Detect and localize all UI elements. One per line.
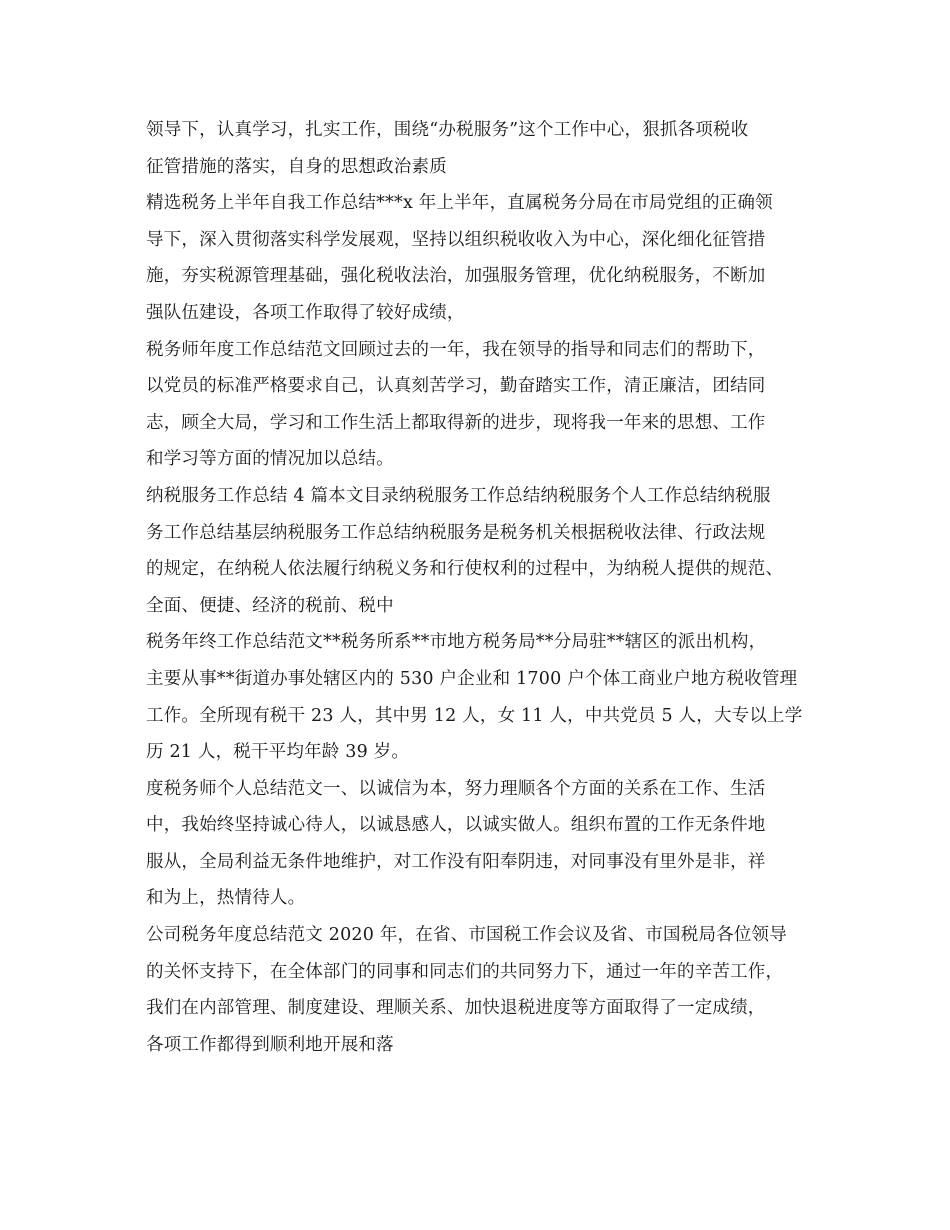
text-line: 中，我始终坚持诚心待人，以诚恳感人，以诚实做人。组织布置的工作无条件地 <box>146 815 766 836</box>
text-line: 全面、便捷、经济的税前、税中 <box>146 595 394 616</box>
text-line: 征管措施的落实，自身的思想政治素质 <box>146 156 447 177</box>
text-line: 务工作总结基层纳税服务工作总结纳税服务是税务机关根据税收法律、行政法规 <box>146 522 766 543</box>
text-line: 公司税务年度总结范文 2020 年，在省、市国税工作会议及省、市国税局各位领导 <box>146 925 787 946</box>
text-line: 税务年终工作总结范文**税务所系**市地方税务局**分局驻**辖区的派出机构， <box>146 632 767 653</box>
text-line: 工作。全所现有税干 23 人，其中男 12 人，女 11 人，中共党员 5 人，大专以上学 <box>146 705 803 726</box>
text-line: 强队伍建设，各项工作取得了较好成绩， <box>146 302 465 323</box>
text-line: 税务师年度工作总结范文回顾过去的一年，我在领导的指导和同志们的帮助下， <box>146 339 766 360</box>
text-line: 历 21 人，税干平均年龄 39 岁。 <box>146 742 410 763</box>
text-line: 纳税服务工作总结 4 篇本文目录纳税服务工作总结纳税服务个人工作总结纳税服 <box>146 485 771 506</box>
text-line: 服从，全局利益无条件地维护，对工作没有阳奉阴违，对同事没有里外是非，祥 <box>146 851 766 872</box>
text-line: 志，顾全大局，学习和工作生活上都取得新的进步，现将我一年来的思想、工作 <box>146 412 766 433</box>
text-line: 精选税务上半年自我工作总结***x 年上半年，直属税务分局在市局党组的正确领 <box>146 193 773 214</box>
text-line: 和为上，热情待人。 <box>146 888 306 909</box>
text-line: 的关怀支持下，在全体部门的同事和同志们的共同努力下，通过一年的辛苦工作， <box>146 961 784 982</box>
text-line: 领导下，认真学习，扎实工作，围绕“办税服务”这个工作中心，狠抓各项税收 <box>146 120 749 140</box>
text-line: 的规定，在纳税人依法履行纳税义务和行使权利的过程中，为纳税人提供的规范、 <box>146 559 784 580</box>
document-body <box>146 112 811 1063</box>
text-line: 导下，深入贯彻落实科学发展观，坚持以组织税收收入为中心，深化细化征管措 <box>146 229 766 250</box>
text-line: 度税务师个人总结范文一、以诚信为本，努力理顺各个方面的关系在工作、生活 <box>146 778 766 799</box>
text-line: 以党员的标准严格要求自己，认真刻苦学习，勤奋踏实工作，清正廉洁，团结同 <box>146 376 766 397</box>
text-line: 我们在内部管理、制度建设、理顺关系、加快退税进度等方面取得了一定成绩， <box>146 998 766 1019</box>
text-line: 各项工作都得到顺利地开展和落 <box>146 1034 394 1055</box>
text-line: 施，夯实税源管理基础，强化税收法治，加强服务管理，优化纳税服务，不断加 <box>146 266 766 287</box>
text-line: 和学习等方面的情况加以总结。 <box>146 449 394 470</box>
text-line: 主要从事**街道办事处辖区内的 530 户企业和 1700 户个体工商业户地方税收管理 <box>146 668 798 689</box>
